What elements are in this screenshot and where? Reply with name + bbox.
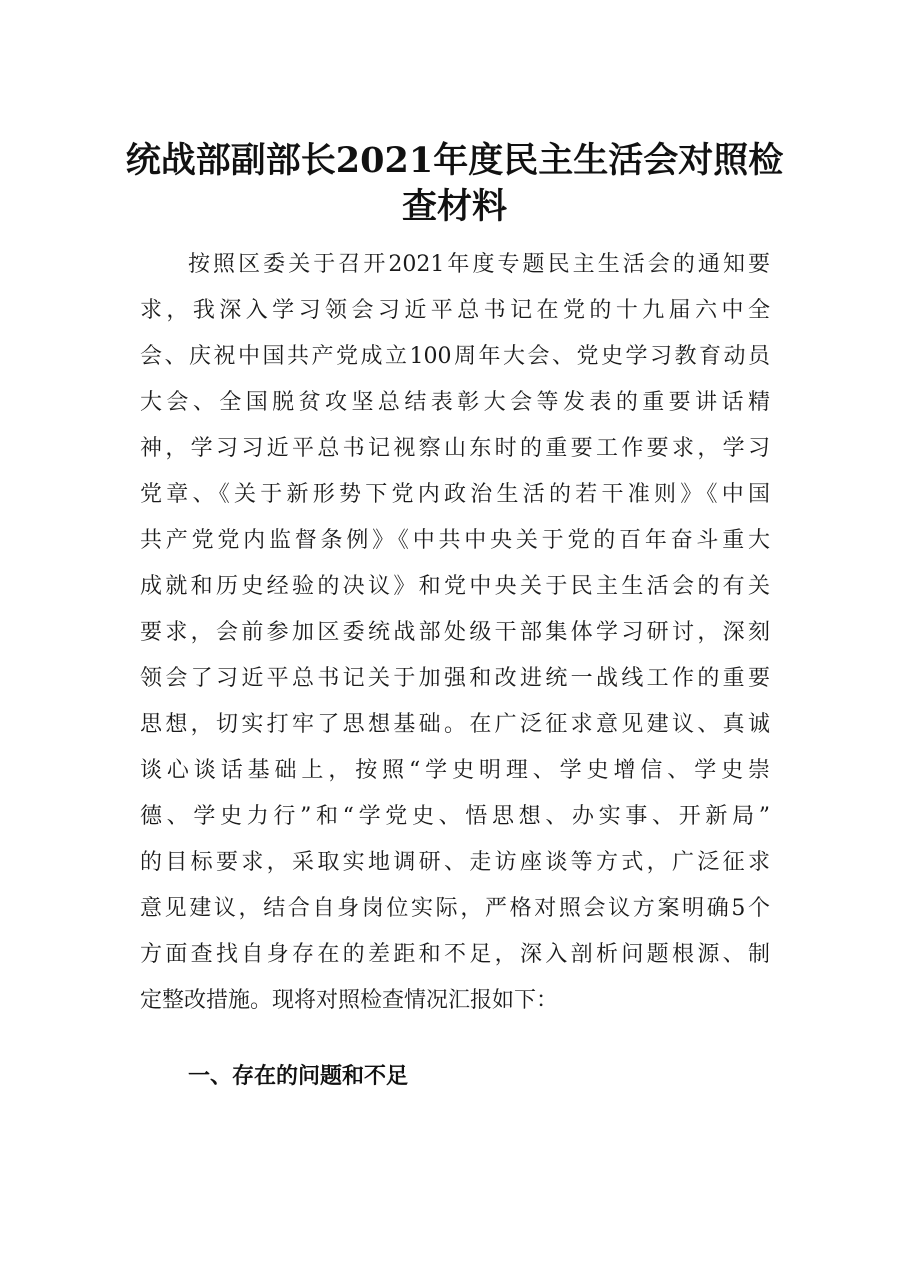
paragraph-line: 成就和历史经验的决议》和党中央关于民主生活会的有关	[140, 574, 770, 599]
paragraph-line: 按照区委关于召开2021年度专题民主生活会的通知要	[188, 252, 770, 277]
paragraph-line: 共产党党内监督条例》《中共中央关于党的百年奋斗重大	[140, 528, 770, 553]
paragraph-line: 德、学史力行”和“学党史、悟思想、办实事、开新局”	[140, 804, 770, 829]
paragraph-line: 会、庆祝中国共产党成立100周年大会、党史学习教育动员	[140, 344, 770, 369]
paragraph-line: 意见建议，结合自身岗位实际，严格对照会议方案明确5个	[140, 896, 770, 921]
paragraph-line: 党章、《关于新形势下党内政治生活的若干准则》《中国	[140, 482, 770, 507]
section-heading: 一、存在的问题和不足	[188, 1064, 409, 1089]
paragraph-line: 方面查找自身存在的差距和不足，深入剖析问题根源、制	[140, 942, 770, 967]
paragraph-line: 的目标要求，采取实地调研、走访座谈等方式，广泛征求	[140, 850, 770, 875]
paragraph-line: 求，我深入学习领会习近平总书记在党的十九届六中全	[140, 298, 770, 323]
title-line-2: 查材料	[401, 186, 507, 227]
paragraph-line: 大会、全国脱贫攻坚总结表彰大会等发表的重要讲话精	[140, 390, 770, 415]
paragraph-line: 领会了习近平总书记关于加强和改进统一战线工作的重要	[140, 666, 770, 691]
paragraph-line: 定整改措施。现将对照检查情况汇报如下：	[140, 988, 559, 1013]
paragraph-line: 谈心谈话基础上，按照“学史明理、学史增信、学史崇	[140, 758, 770, 783]
title-line-1: 统战部副部长2021年度民主生活会对照检	[125, 140, 784, 181]
body-paragraph	[140, 242, 770, 1024]
paragraph-line: 神，学习习近平总书记视察山东时的重要工作要求，学习	[140, 436, 770, 461]
document-title	[120, 138, 789, 230]
paragraph-line: 思想，切实打牢了思想基础。在广泛征求意见建议、真诚	[140, 712, 770, 737]
paragraph-line: 要求，会前参加区委统战部处级干部集体学习研讨，深刻	[140, 620, 770, 645]
